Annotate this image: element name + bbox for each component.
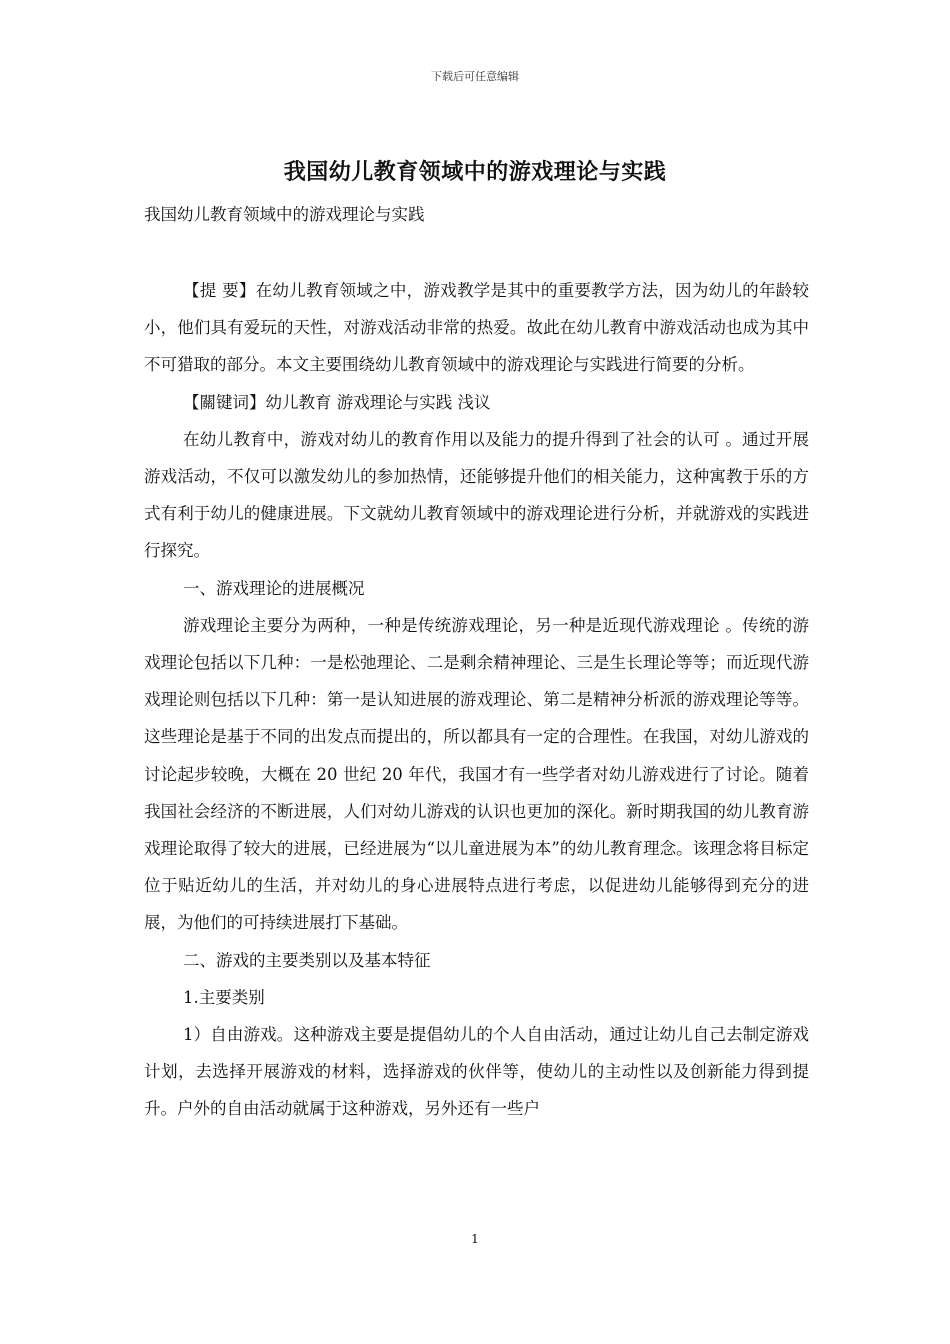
document-subtitle: 我国幼儿教育领域中的游戏理论与实践: [144, 205, 425, 224]
header-note: 下载后可任意编辑: [431, 70, 519, 83]
section-heading-1: 一、游戏理论的进展概况: [183, 578, 365, 598]
subsection-heading: 1.主要类别: [183, 987, 265, 1007]
intro-paragraph: 在幼儿教育中，游戏对幼儿的教育作用以及能力的提升得到了社会的认可 。通过开展游戏活动，不仅可以激发幼儿的参加热情，还能够提升他们的相关能力，这种寓教于乐的方式有利于幼儿的健康进展。下文就幼儿教育领域中的游戏理论进行分析，并就游戏的实践进行探究。: [144, 429, 809, 561]
keywords-paragraph: 【關键词】幼儿教育 游戏理论与实践 浅议: [183, 392, 491, 412]
abstract-paragraph: 【提 要】在幼儿教育领域之中，游戏教学是其中的重要教学方法，因为幼儿的年龄较小，他们具有爱玩的天性，对游戏活动非常的热爱。故此在幼儿教育中游戏活动也成为其中不可猎取的部分。本文主要围绕幼儿教育领域中的游戏理论与实践进行简要的分析。: [144, 281, 809, 375]
document-body: [144, 272, 809, 1128]
section-heading-2: 二、游戏的主要类别以及基本特征: [183, 950, 431, 970]
free-play-paragraph: 1）自由游戏。这种游戏主要是提倡幼儿的个人自由活动，通过让幼儿自己去制定游戏计划，去选择开展游戏的材料，选择游戏的伙伴等，使幼儿的主动性以及创新能力得到提升。户外的自由活动就属于这种游戏，另外还有一些户: [144, 1025, 809, 1119]
document-title: 我国幼儿教育领域中的游戏理论与实践: [283, 159, 667, 185]
section-1-paragraph: 游戏理论主要分为两种，一种是传统游戏理论，另一种是近现代游戏理论 。传统的游戏理论包括以下几种：一是松弛理论、二是剩余精神理论、三是生长理论等等；而近现代游戏理论则包括以下几种：第一是认知进展的游戏理论、第二是精神分析派的游戏理论等等。这些理论是基于不同的出发点而提出的，所以都具有一定的合理性。在我国，对幼儿游戏的讨论起步较晚，大概在 20 世纪 20 年代，我国才有一些学者对幼儿游戏进行了讨论。随着我国社会经济的不断进展，人们对幼儿游戏的认识也更加的深化。新时期我国的幼儿教育游戏理论取得了较大的进展，已经进展为“以儿童进展为本”的幼儿教育理念。该理念将目标定位于贴近幼儿的生活，并对幼儿的身心进展特点进行考虑，以促进幼儿能够得到充分的进展，为他们的可持续进展打下基础。: [144, 615, 809, 933]
page-number: 1: [471, 1232, 479, 1246]
